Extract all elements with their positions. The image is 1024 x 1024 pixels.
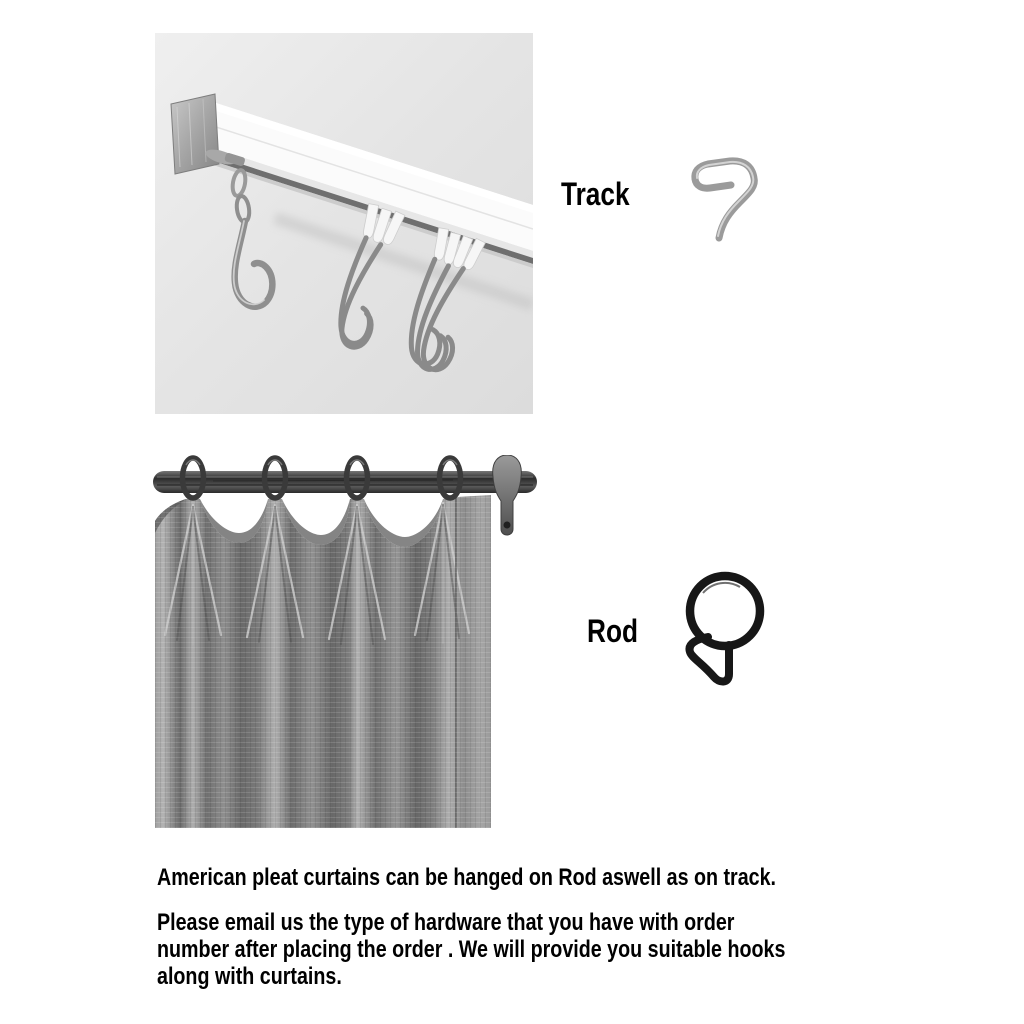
track-photo-graphic	[155, 33, 533, 414]
track-label: Track	[561, 176, 630, 212]
note-paragraph-1: American pleat curtains can be hanged on Rod aswell as on track.	[157, 864, 777, 891]
note-paragraph-2-line-1: Please email us the type of hardware that you have with order	[157, 909, 735, 936]
rod-bracket	[493, 455, 522, 535]
curtain-fabric	[153, 491, 493, 828]
note-paragraph-2-line-3: along with curtains.	[157, 963, 342, 990]
curtain-rod-graphic	[153, 455, 537, 828]
track-end-cap	[171, 94, 219, 174]
rod-ring-hook-icon	[678, 553, 774, 688]
note-paragraph-2	[157, 909, 785, 990]
note-paragraph-2-line-2: number after placing the order . We will provide you suitable hooks	[157, 936, 786, 963]
track-pin-hook-icon	[686, 148, 778, 256]
track-photo	[155, 33, 533, 414]
rod-label: Rod	[587, 613, 639, 649]
curtain-rod-photo	[153, 455, 537, 828]
